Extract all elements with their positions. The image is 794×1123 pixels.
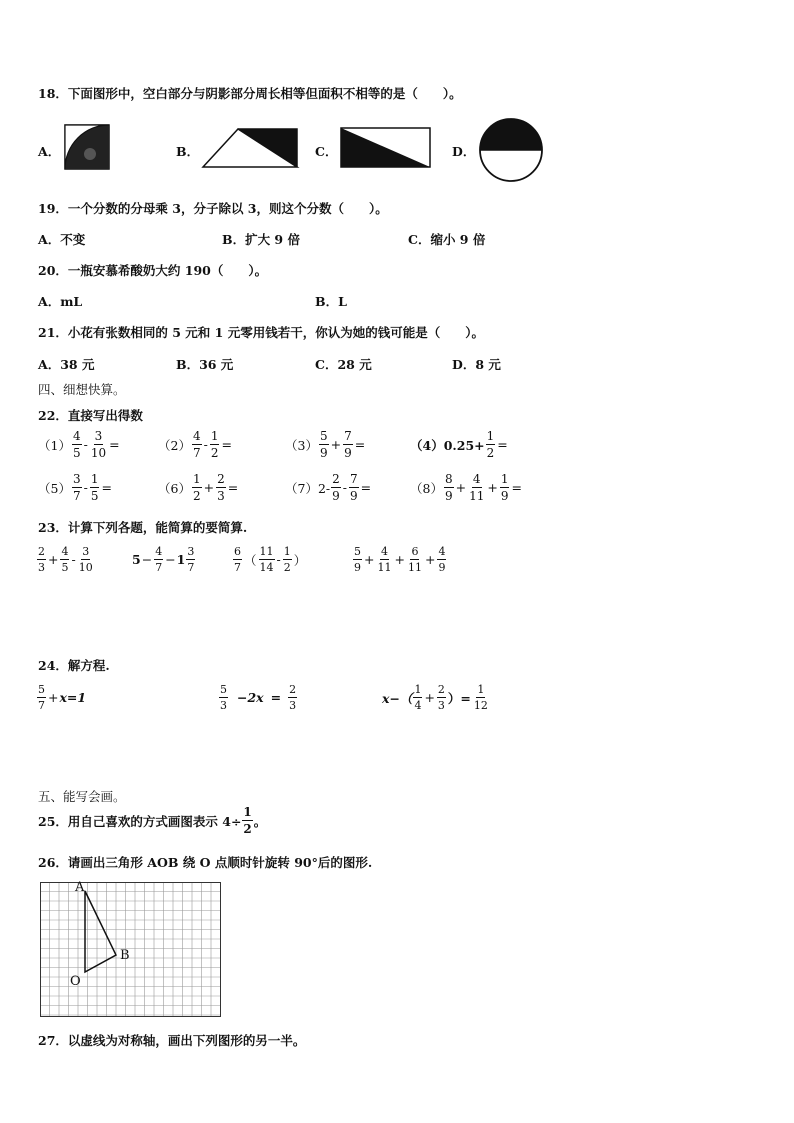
fraction: 8 9 xyxy=(444,472,453,503)
q22-item-3: （3） 5 9 + $\frac{7}{9}$ = xyxy=(285,429,366,460)
q21-text: 21．小花有张数相同的 5 元和 1 元零用钱若干，你认为她的钱可能是（ ）。 xyxy=(38,325,484,340)
q18-figure-a xyxy=(64,124,110,170)
fraction: 1 2 xyxy=(192,472,201,503)
fraction: 4 5 xyxy=(72,429,81,460)
q24-text: 24．解方程. xyxy=(38,658,110,673)
q21-option-b[interactable]: B．36 元 xyxy=(176,357,234,372)
fraction: 5 9 xyxy=(319,429,328,460)
fraction: 6 7 xyxy=(234,545,241,574)
item-label: （1） xyxy=(38,437,71,453)
point-b-label: B xyxy=(120,948,130,963)
point-a-label: A xyxy=(75,880,85,895)
fraction: $\frac{4}{5}$ xyxy=(61,545,69,574)
q22-item-8: （8） 8 9 + $\frac{4}{11}$ + $\frac{1}{9}$ = xyxy=(410,472,522,503)
q22-item-7: （7）2- 2 9 - $\frac{7}{9}$ = xyxy=(285,472,372,503)
q20-text: 20．一瓶安慕希酸奶大约 190（ ）。 xyxy=(38,263,268,278)
item-label: （4）0.25+ xyxy=(410,437,485,453)
q22-item-1: （1） 4 5 - $\frac{3}{10}$ = xyxy=(38,429,120,460)
q20-option-a[interactable]: A．mL xyxy=(38,294,83,309)
fraction: $\frac{1}{2}$ xyxy=(210,429,219,460)
q26-text: 26．请画出三角形 AOB 绕 O 点顺时针旋转 90°后的图形. xyxy=(38,855,373,870)
fraction: $\frac{4}{7}$ xyxy=(155,545,163,574)
fraction: 5 7 xyxy=(38,683,45,712)
fraction: $\frac{1}{2}$ xyxy=(243,805,252,836)
fraction: 1 2 xyxy=(283,545,291,574)
q19-option-c[interactable]: C．缩小 9 倍 xyxy=(408,232,486,247)
q23-expr-4: 5 9 + $\frac{4}{11}$ + $\frac{6}{11}$ + $\frac{4}{9}$ xyxy=(354,545,446,574)
fraction: $\frac{1}{9}$ xyxy=(500,472,509,503)
fraction: $\frac{6}{11}$ xyxy=(407,545,422,574)
fraction: $\frac{2}{3}$ xyxy=(289,683,297,712)
item-label: （2） xyxy=(158,437,191,453)
item-label: （3） xyxy=(285,437,318,453)
q22-text: 22．直接写出得数 xyxy=(38,408,143,423)
q24-equation-1: 5 7 + x=1 xyxy=(38,683,87,712)
q27-text: 27．以虚线为对称轴，画出下列图形的另一半。 xyxy=(38,1033,306,1048)
fraction: 2 9 xyxy=(332,472,340,503)
fraction: $\frac{7}{9}$ xyxy=(344,429,352,460)
fraction: $\frac{4}{11}$ xyxy=(469,472,485,503)
fraction: 4 7 xyxy=(192,429,201,460)
q22-item-4: （4）0.25+ $\frac{1}{2}$ = xyxy=(410,429,508,460)
fraction: $\frac{1}{12}$ xyxy=(473,683,488,712)
q24-equation-2: 5 3 −2x = $\frac{2}{3}$ xyxy=(220,683,297,712)
q21-option-a[interactable]: A．38 元 xyxy=(38,357,95,372)
q19-option-a[interactable]: A．不变 xyxy=(38,232,86,247)
fraction: $\frac{2}{3}$ xyxy=(217,472,225,503)
fraction: 5 9 xyxy=(354,545,361,574)
fraction: $\frac{1}{5}$ xyxy=(90,472,99,503)
item-label: （7）2- xyxy=(285,480,331,496)
item-label: （8） xyxy=(410,480,443,496)
q21-option-d[interactable]: D．8 元 xyxy=(452,357,501,372)
q18-figure-c xyxy=(339,126,433,170)
fraction: 5 3 xyxy=(220,683,227,712)
fraction: $\frac{1}{2}$ xyxy=(486,429,495,460)
q22-item-6: （6） 1 2 + $\frac{2}{3}$ = xyxy=(158,472,239,503)
q24-equation-3: x−（ 1 4 + $\frac{2}{3}$ ）= $\frac{1}{12}$ xyxy=(382,683,488,712)
fraction: 1 4 xyxy=(414,683,422,712)
fraction: 3 10 xyxy=(78,545,93,574)
fraction: $\frac{4}{11}$ xyxy=(377,545,392,574)
fraction: $\frac{4}{9}$ xyxy=(438,545,446,574)
q18-text: 18．下面图形中，空白部分与阴影部分周长相等但面积不相等的是（ ）。 xyxy=(38,86,462,101)
q20-option-b[interactable]: B．L xyxy=(315,294,347,309)
section-4-heading: 四、细想快算。 xyxy=(38,382,126,397)
q18-figure-d xyxy=(477,116,545,184)
q23-expr-2: 5 − $\frac{4}{7}$ − 1 3 7 xyxy=(132,545,195,574)
q19-text: 19．一个分数的分母乘 3，分子除以 3，则这个分数（ ）。 xyxy=(38,201,388,216)
fraction: $\frac{2}{3}$ xyxy=(437,683,445,712)
fraction: $\frac{7}{9}$ xyxy=(350,472,358,503)
q18-figure-b xyxy=(200,126,300,170)
item-label: （6） xyxy=(158,480,191,496)
q23-text: 23．计算下列各题，能简算的要简算. xyxy=(38,520,248,535)
section-5-heading: 五、能写会画。 xyxy=(38,789,126,804)
point-o-label: O xyxy=(70,974,81,989)
q18-option-d[interactable]: D． xyxy=(452,144,476,159)
q19-option-b[interactable]: B．扩大 9 倍 xyxy=(222,232,300,247)
fraction: 3 7 xyxy=(72,472,81,503)
q25-prefix: 25．用自己喜欢的方式画图表示 4÷ xyxy=(38,813,242,829)
fraction: 2 3 xyxy=(38,545,45,574)
triangle-aob[interactable] xyxy=(85,891,116,972)
item-label: （5） xyxy=(38,480,71,496)
fraction: $\frac{3}{10}$ xyxy=(90,429,107,460)
q18-option-a[interactable]: A． xyxy=(38,144,61,159)
q23-expr-1: 2 3 + $\frac{4}{5}$ - 3 10 xyxy=(38,545,93,574)
q25-tail: 。 xyxy=(253,813,267,829)
q25-text xyxy=(38,806,266,835)
q18-option-b[interactable]: B． xyxy=(176,144,200,159)
fraction: 3 7 xyxy=(187,545,195,574)
q23-expr-3: 6 7 （ 11 14 - 1 2 ） xyxy=(234,545,307,574)
q21-option-c[interactable]: C．28 元 xyxy=(315,357,372,372)
rotation-grid xyxy=(40,882,222,1018)
fraction: 11 14 xyxy=(259,545,274,574)
q18-option-c[interactable]: C． xyxy=(315,144,338,159)
q22-item-5: （5） 3 7 - $\frac{1}{5}$ = xyxy=(38,472,112,503)
q22-item-2: （2） 4 7 - $\frac{1}{2}$ = xyxy=(158,429,232,460)
